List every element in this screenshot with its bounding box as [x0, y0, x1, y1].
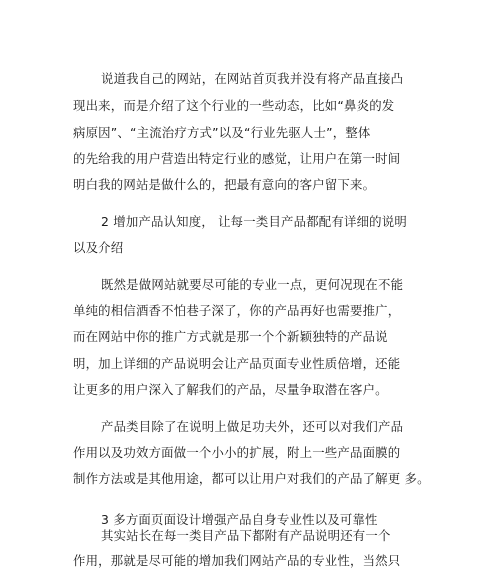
paragraph-2-line-5: 让更多的用户深入了解我们的产品，尽量争取潜在客户。	[73, 382, 388, 397]
paragraph-2-line-2: 单纯的相信酒香不怕巷子深了，你的产品再好也需要推广，	[73, 303, 401, 318]
paragraph-4-line-2: 作用，那就是尽可能的增加我们网站产品的专业性，当然只	[73, 553, 401, 568]
paragraph-3-line-1: 产品类目除了在说明上做足功夫外，还可以对我们产品	[101, 419, 404, 434]
section-2-heading-line-1: 2 增加产品认知度， 让每一类目产品都配有详细的说明	[101, 214, 407, 229]
paragraph-1-line-1: 说道我自己的网站，在网站首页我并没有将产品直接凸	[101, 71, 404, 86]
paragraph-2-line-1: 既然是做网站就要尽可能的专业一点，更何况现在不能	[101, 277, 404, 292]
paragraph-1-line-3: 病原因”、“主流治疗方式”以及“行业先驱人士”，整体	[73, 125, 371, 140]
section-2-heading-line-2: 以及介绍	[73, 240, 124, 255]
paragraph-3-line-2: 作用以及功效方面做一个小小的扩展，附上一些产品面膜的	[73, 445, 401, 460]
paragraph-2-line-4: 明，加上详细的产品说明会让产品页面专业性质倍增，还能	[73, 356, 401, 371]
paragraph-1-line-4: 的先给我的用户营造出特定行业的感觉，让用户在第一时间	[73, 151, 401, 166]
paragraph-1-line-2: 现出来，而是介绍了这个行业的一些动态，比如“鼻炎的发	[73, 98, 395, 113]
section-3-heading-line-1: 3 多方面页面设计增强产品自身专业性以及可靠性	[101, 512, 378, 527]
paragraph-3-line-3: 制作方法或是其他用途，都可以让用户对我们的产品了解更 多。	[73, 471, 430, 486]
paragraph-1-line-5: 明白我的网站是做什么的，把最有意向的客户留下来。	[73, 177, 376, 192]
paragraph-2-line-3: 而在网站中你的推广方式就是那一个个新颖独特的产品说	[73, 329, 388, 344]
paragraph-4-line-1: 其实站长在每一类目产品下都附有产品说明还有一个	[101, 528, 391, 543]
